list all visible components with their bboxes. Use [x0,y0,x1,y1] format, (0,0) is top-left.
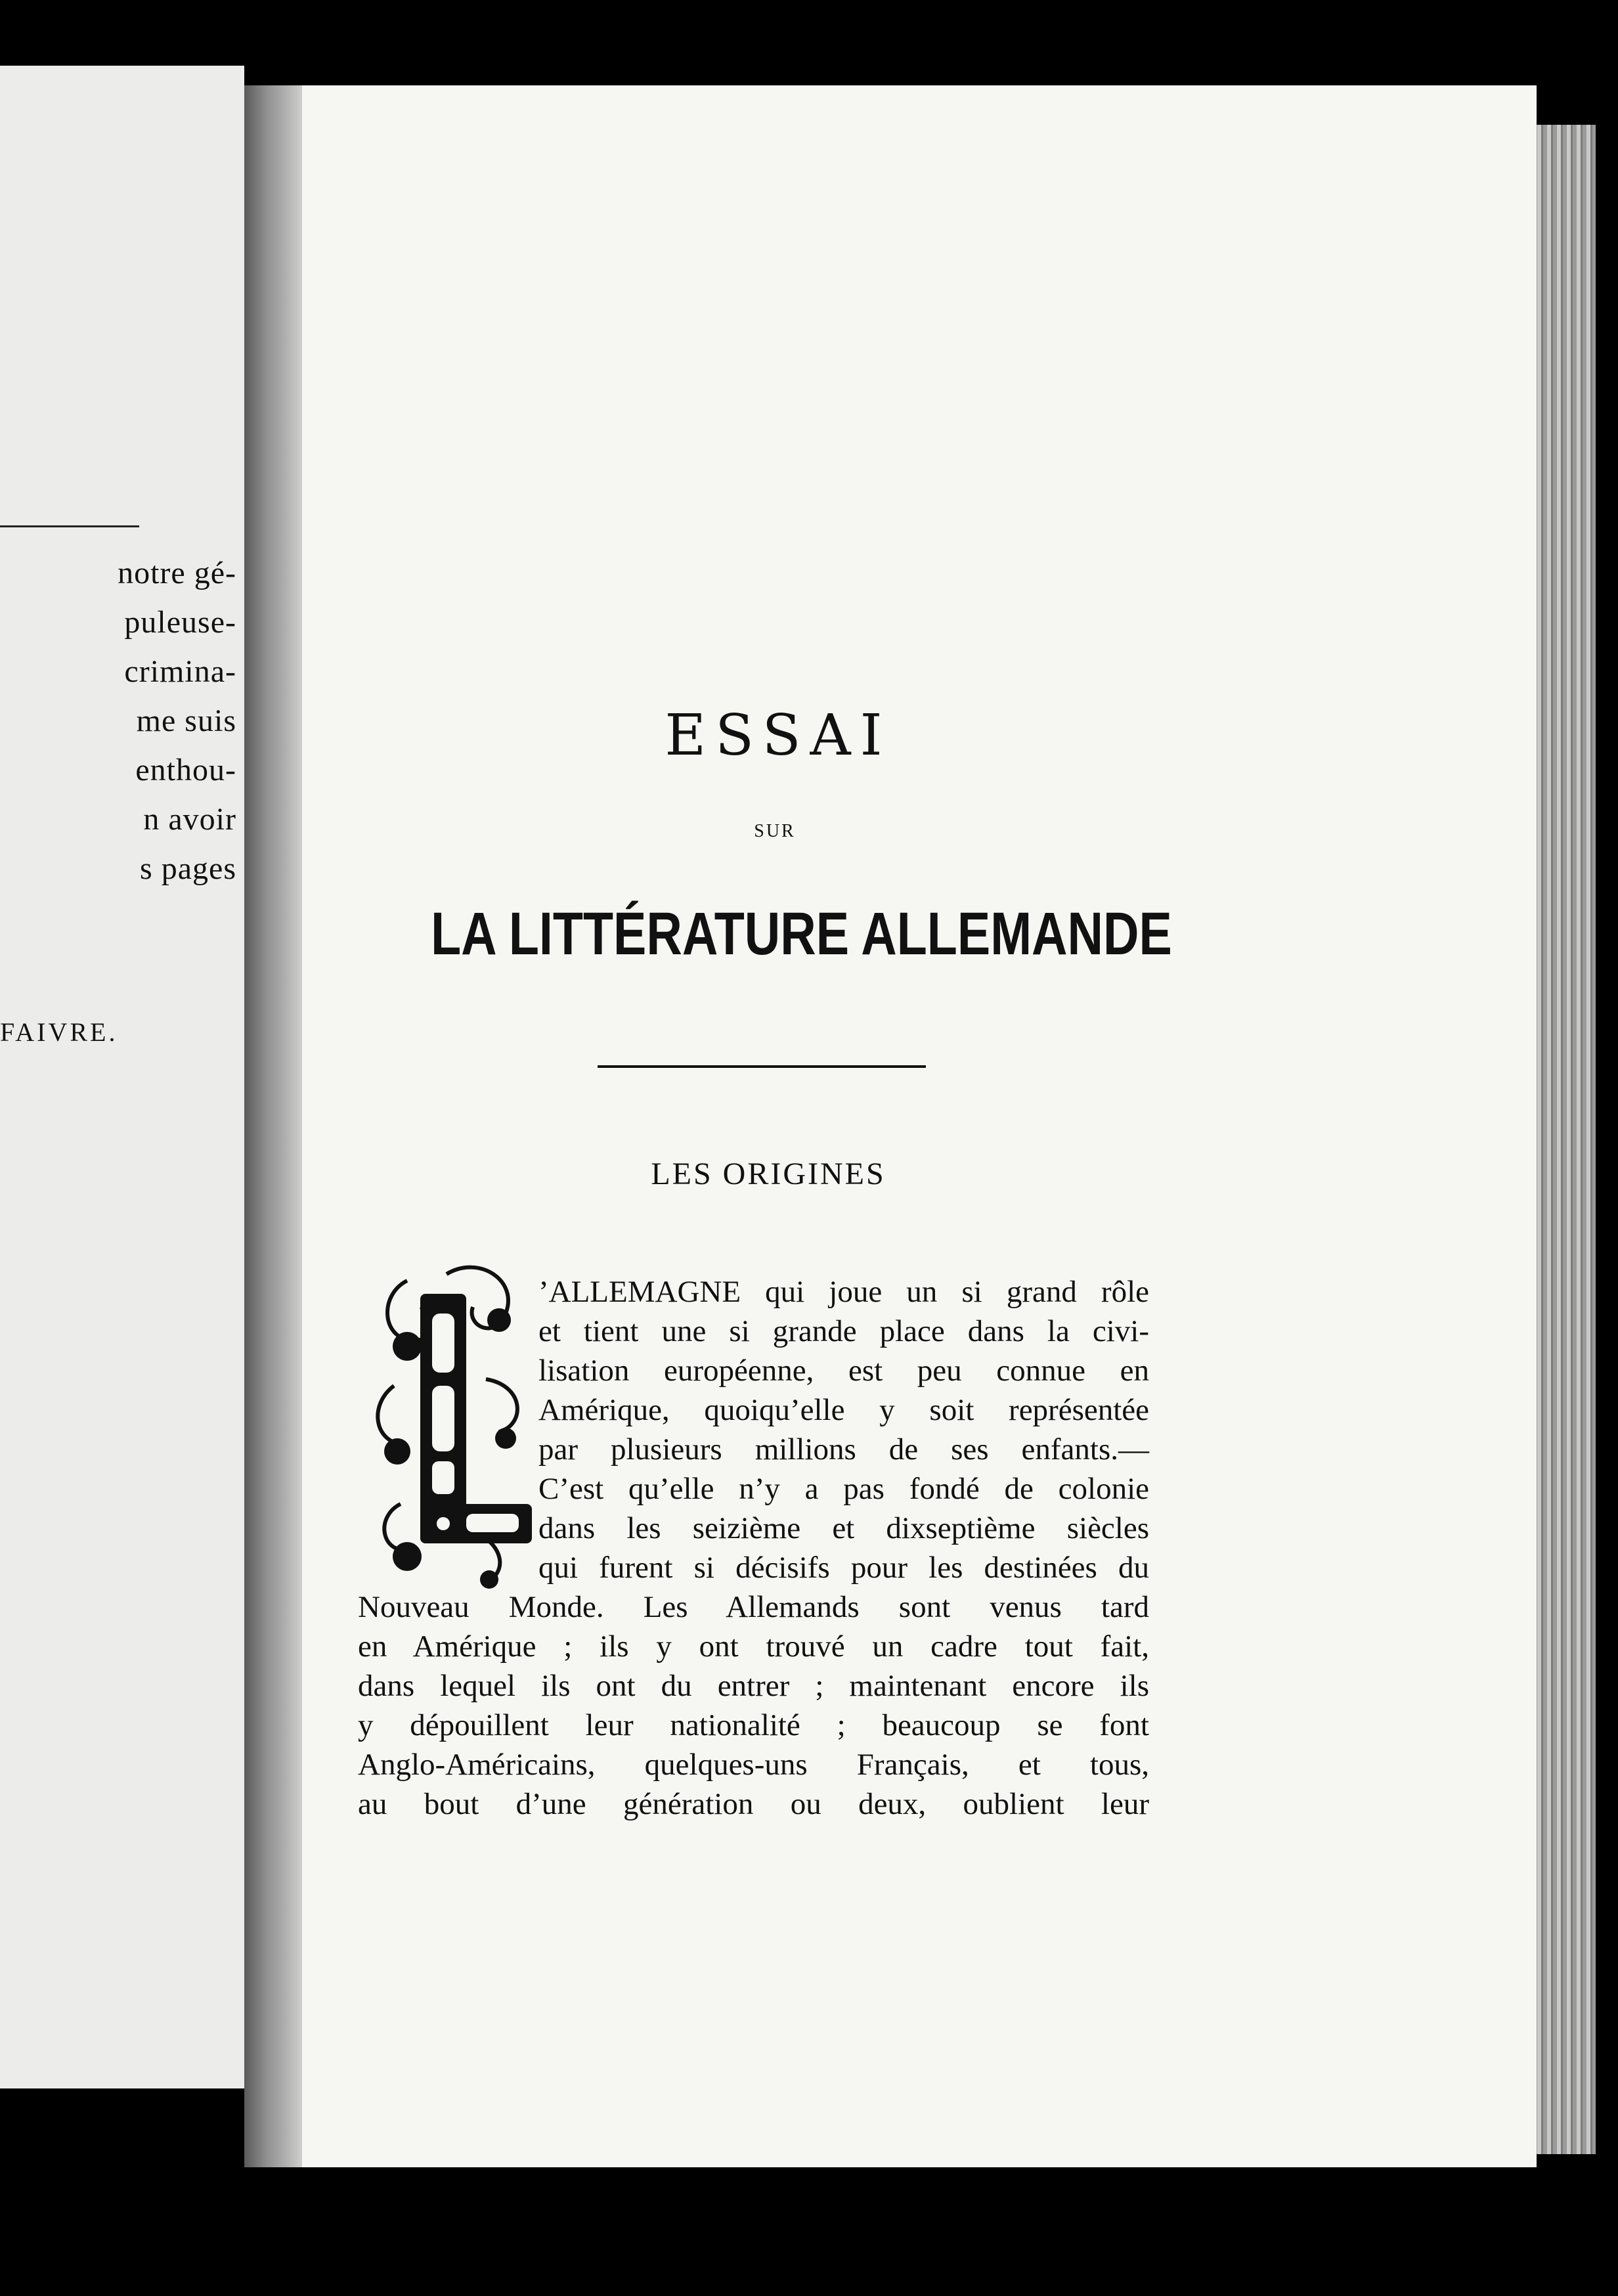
body-line: en Amérique ; ils y ont trouvé un cadre tout fait, [358,1629,1149,1664]
left-page [0,66,244,2088]
book-gutter [244,85,307,2167]
left-page-signature: FAIVRE. [0,1017,118,1047]
title-rule [598,1065,926,1068]
body-line: C’est qu’elle n’y a pas fondé de colonie [538,1472,1149,1506]
body-line: dans lequel ils ont du entrer ; maintenant encore ils [358,1669,1149,1703]
left-page-line: puleuse- [124,605,236,640]
left-page-line: enthou- [135,753,236,787]
title-connector: SUR [754,821,796,841]
left-page-line: notre gé- [118,556,236,590]
body-line: par plusieurs millions de ses enfants.— [538,1432,1149,1467]
body-line: ’ALLEMAGNE qui joue un si grand rôle [538,1275,1149,1309]
main-title: LA LITTÉRATURE ALLEMANDE [431,900,1172,967]
body-line: Amérique, quoiqu’elle y soit représentée [538,1393,1149,1427]
ornamental-drop-cap [368,1254,532,1596]
body-line: dans les seizième et dixseptième siècles [538,1511,1149,1545]
body-line: et tient une si grande place dans la civi- [538,1314,1149,1348]
left-page-line: crimina- [124,654,236,689]
body-line: qui furent si décisifs pour les destinées du [538,1551,1149,1585]
body-line: y dépouillent leur nationalité ; beaucoup se font [358,1708,1149,1742]
left-page-rule [0,525,139,527]
body-line: Nouveau Monde. Les Allemands sont venus tard [358,1590,1149,1624]
title-essai: ESSAI [665,703,892,768]
left-page-line: s pages [140,851,236,886]
body-line: lisation européenne, est peu connue en [538,1354,1149,1388]
left-page-line: n avoir [143,802,236,837]
left-page-line: me suis [136,703,236,738]
right-page [302,85,1537,2167]
body-line: au bout d’une génération ou deux, oublient leur [358,1787,1149,1821]
section-title: LES ORIGINES [651,1157,886,1191]
body-line: Anglo-Américains, quelques-uns Français, et tous, [358,1748,1149,1782]
